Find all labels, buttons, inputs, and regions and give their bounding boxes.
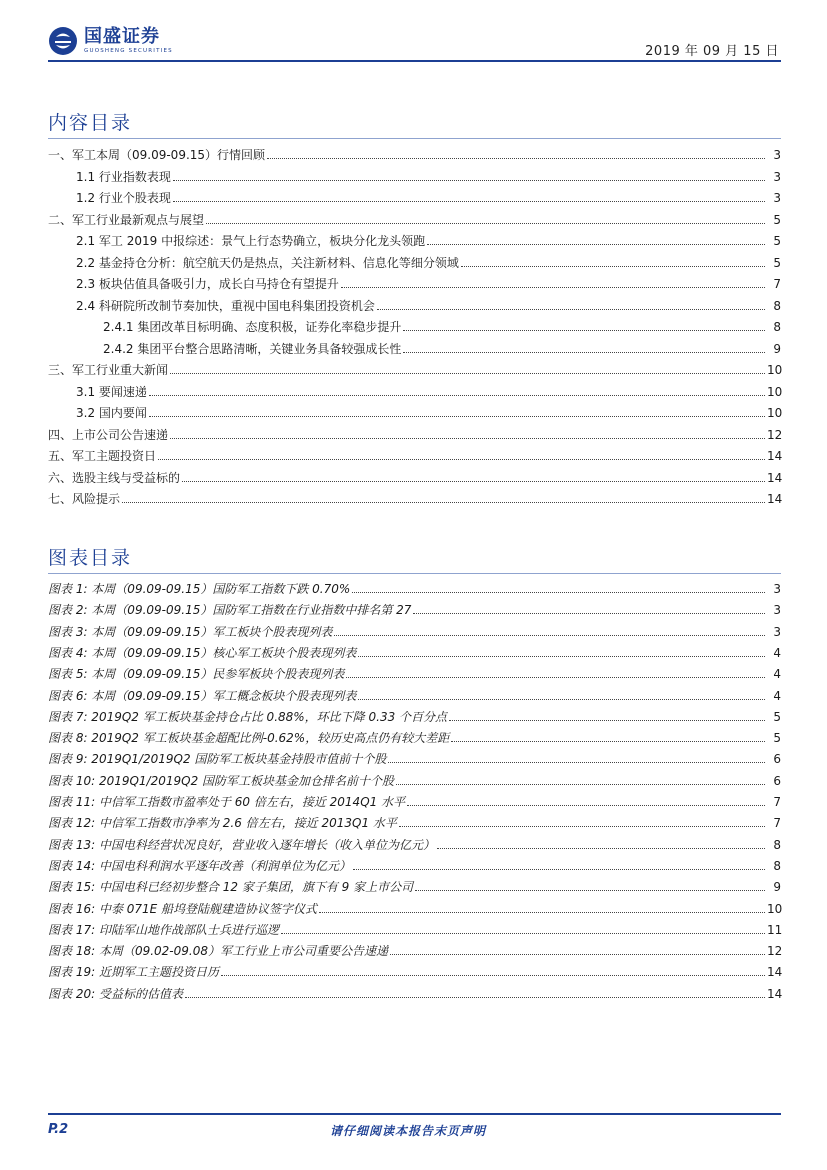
toc-entry-text: 六、选股主线与受益标的 [48,470,181,485]
dot-leader [427,231,765,245]
figure-entry-page: 3 [773,624,781,639]
figure-entry-page: 6 [773,773,781,788]
dot-leader [319,899,765,913]
guosheng-logo-icon [48,26,78,56]
figure-entry-text: 图表 2: 本周（09.09-09.15）国防军工指数在行业指数中排名第 27 [48,603,412,618]
dot-leader [396,771,765,785]
toc-entry-text: 五、军工主题投资日 [48,449,157,463]
toc-entry-page: 8 [773,298,781,313]
toc-entry[interactable] [48,425,781,445]
page-header [0,0,827,70]
toc-entry-page: 5 [773,255,781,270]
dot-leader [221,962,765,976]
footer-divider [48,1113,781,1115]
figure-entry-text: 图表 1: 本周（09.09-09.15）国防军工指数下跌 0.70% [48,582,351,596]
toc-entry-text: 3.1 要闻速递 [76,384,147,399]
figure-entry[interactable] [48,941,781,961]
toc-entry-text: 二、军工行业最新观点与展望 [48,212,205,227]
figure-entry-text: 图表 17: 印陆军山地作战部队士兵进行巡逻 [48,922,279,937]
dot-leader [353,856,765,870]
figure-entry[interactable] [48,792,781,812]
toc-entry[interactable] [76,167,781,187]
figure-entry[interactable] [48,643,781,663]
figure-entry[interactable] [48,856,781,876]
toc-heading-divider [48,138,781,139]
dot-leader [158,446,765,460]
figure-entry[interactable] [48,686,781,706]
report-date: 2019 年 09 月 15 日 [645,44,779,59]
footer-disclaimer: 请仔细阅读本报告末页声明 [330,1124,487,1138]
toc-entry[interactable] [76,253,781,273]
dot-leader [149,382,765,396]
dot-leader [437,835,765,849]
toc-entry[interactable] [103,339,781,359]
toc-entry[interactable] [48,446,781,466]
figure-entry[interactable] [48,813,781,833]
figure-entry[interactable] [48,707,781,727]
dot-leader [341,274,765,288]
toc-entry[interactable] [48,360,781,380]
toc-entry-text: 三、军工行业重大新闻 [48,363,169,377]
dot-leader [449,707,765,721]
figure-entry[interactable] [48,622,781,642]
dot-leader [206,210,765,224]
figure-entry-text: 图表 15: 中国电科已经初步整合 12 家子集团，旗下有 9 家上市公司 [48,880,414,895]
figure-entry-page: 14 [767,986,783,1001]
toc-entry-page: 5 [773,234,781,248]
figure-entry-page: 4 [773,667,781,682]
dot-leader [403,339,765,353]
figure-entry-text: 图表 7: 2019Q2 军工板块基金持仓占比 0.88%，环比下降 0.33 个百分点 [48,709,448,724]
figure-entry-text: 图表 3: 本周（09.09-09.15）军工板块个股表现列表 [48,624,333,639]
figure-entry-text: 图表 14: 中国电科利润水平逐年改善（利润单位为亿元） [48,858,351,873]
toc-entry-text: 2.2 基金持仓分析：航空航天仍是热点，关注新材料、信息化等细分领域 [76,255,459,270]
toc-entry-text: 2.3 板块估值具备吸引力，成长白马持仓有望提升 [76,277,339,291]
figure-entry-page: 8 [773,858,781,873]
dot-leader [390,941,765,955]
dot-leader [451,728,765,742]
toc-entry-page: 3 [773,191,781,205]
toc-entry-text: 1.1 行业指数表现 [76,169,171,184]
header-divider [48,60,781,62]
toc-entry-text: 一、军工本周（09.09-09.15）行情回顾 [48,148,266,162]
figure-entry-text: 图表 4: 本周（09.09-09.15）核心军工板块个股表现列表 [48,645,357,660]
dot-leader [170,425,765,439]
dot-leader [461,253,765,267]
toc-entry-text: 四、上市公司公告速递 [48,427,169,442]
figure-entry-text: 图表 9: 2019Q1/2019Q2 国防军工板块基金持股市值前十个股 [48,752,387,767]
figure-entry-page: 7 [773,795,781,809]
figure-entry-text: 图表 11: 中信军工指数市盈率处于 60 倍左右，接近 2014Q1 水平 [48,795,406,809]
toc-entry-page: 3 [773,148,781,162]
figure-entry-text: 图表 19: 近期军工主题投资日历 [48,965,219,980]
toc-heading: 内容目录 [48,112,133,134]
figure-entry-page: 4 [773,645,781,660]
dot-leader [377,296,765,310]
dot-leader [170,360,765,374]
toc-entry[interactable] [76,403,781,423]
toc-entry[interactable] [76,274,781,294]
figure-entry[interactable] [48,600,781,620]
dot-leader [281,920,765,934]
figure-entry[interactable] [48,728,781,748]
toc-entry-page: 12 [767,427,783,442]
figure-entry[interactable] [48,771,781,791]
figure-list-heading: 图表目录 [48,547,133,569]
figure-entry-text: 图表 5: 本周（09.09-09.15）民参军板块个股表现列表 [48,667,345,682]
toc-entry-page: 7 [773,277,781,291]
figure-entry[interactable] [48,984,781,1004]
dot-leader [185,984,765,998]
dot-leader [122,489,765,503]
toc-entry[interactable] [76,188,781,208]
figure-entry[interactable] [48,920,781,940]
toc-entry-text: 2.1 军工 2019 中报综述：景气上行态势确立，板块分化龙头领跑 [76,234,426,248]
toc-entry[interactable] [48,145,781,165]
toc-entry-text: 七、风险提示 [48,492,121,506]
figure-entry-text: 图表 20: 受益标的估值表 [48,986,183,1001]
toc-entry-page: 3 [773,169,781,184]
figure-entry-text: 图表 10: 2019Q1/2019Q2 国防军工板块基金加仓排名前十个股 [48,773,395,788]
figure-entry-page: 8 [773,837,781,852]
figure-entry-page: 12 [767,944,783,959]
figure-entry-text: 图表 8: 2019Q2 军工板块基金超配比例-0.62%，较历史高点仍有较大差距 [48,731,450,746]
toc-entry-text: 2.4.1 集团改革目标明确、态度积极，证券化率稳步提升 [103,320,402,334]
figure-entry[interactable] [48,579,781,599]
toc-entry[interactable] [76,296,781,316]
company-logo [48,26,173,56]
figure-entry-text: 图表 16: 中泰 071E 船坞登陆舰建造协议签字仪式 [48,901,318,916]
dot-leader [399,813,765,827]
toc-entry[interactable] [76,231,781,251]
figure-entry-page: 11 [767,922,783,937]
figure-entry[interactable] [48,899,781,919]
figure-entry[interactable] [48,835,781,855]
toc-entry-page: 14 [767,492,783,506]
figure-entry-page: 9 [773,880,781,895]
figure-entry[interactable] [48,749,781,769]
dot-leader [334,622,765,636]
logo-subtitle: GUOSHENG SECURITIES [84,48,173,54]
toc-entry-page: 8 [773,320,781,334]
figure-entry-page: 14 [767,965,783,980]
dot-leader [346,664,765,678]
figure-entry-page: 6 [773,752,781,767]
figure-entry-text: 图表 18: 本周（09.02-09.08）军工行业上市公司重要公告速递 [48,944,388,959]
figure-entry-text: 图表 6: 本周（09.09-09.15）军工概念板块个股表现列表 [48,688,357,703]
dot-leader [149,403,765,417]
dot-leader [413,600,765,614]
toc-entry[interactable] [76,382,781,402]
toc-entry-text: 2.4 科研院所改制节奏加快，重视中国电科集团投资机会 [76,298,375,313]
figure-entry[interactable] [48,877,781,897]
toc-entry-page: 5 [773,212,781,227]
logo-name: 国盛证券 [84,26,160,47]
figure-entry-page: 5 [773,709,781,724]
dot-leader [182,468,765,482]
toc-entry-page: 14 [767,449,783,463]
figure-entry[interactable] [48,962,781,982]
toc-entry-page: 14 [767,470,783,485]
figure-entry[interactable] [48,664,781,684]
dot-leader [173,188,765,202]
toc-entry-page: 9 [773,341,781,356]
dot-leader [358,686,765,700]
figure-entry-page: 3 [773,603,781,618]
toc-entry[interactable] [103,317,781,337]
toc-entry-text: 2.4.2 集团平台整合思路清晰，关键业务具备较强成长性 [103,341,402,356]
toc-entry-text: 1.2 行业个股表现 [76,191,171,205]
dot-leader [352,579,765,593]
dot-leader [407,792,765,806]
figure-entry-page: 3 [773,582,781,596]
dot-leader [267,145,765,159]
toc-entry-page: 10 [767,363,783,377]
toc-entry-page: 10 [767,384,783,399]
page-number: P.2 [48,1122,69,1137]
figure-entry-text: 图表 12: 中信军工指数市净率为 2.6 倍左右，接近 2013Q1 水平 [48,816,397,831]
toc-entry-text: 3.2 国内要闻 [76,406,147,420]
dot-leader [173,167,765,181]
figure-entry-page: 10 [767,901,783,916]
dot-leader [403,317,765,331]
figure-entry-page: 5 [773,731,781,746]
dot-leader [358,643,765,657]
toc-entry[interactable] [48,489,781,509]
dot-leader [388,749,765,763]
toc-entry-page: 10 [767,406,783,420]
figure-entry-page: 4 [773,688,781,703]
toc-entry[interactable] [48,468,781,488]
figure-entry-page: 7 [773,816,781,831]
figure-heading-divider [48,573,781,574]
dot-leader [415,877,765,891]
figure-entry-text: 图表 13: 中国电科经营状况良好，营业收入逐年增长（收入单位为亿元） [48,837,435,852]
toc-entry[interactable] [48,210,781,230]
